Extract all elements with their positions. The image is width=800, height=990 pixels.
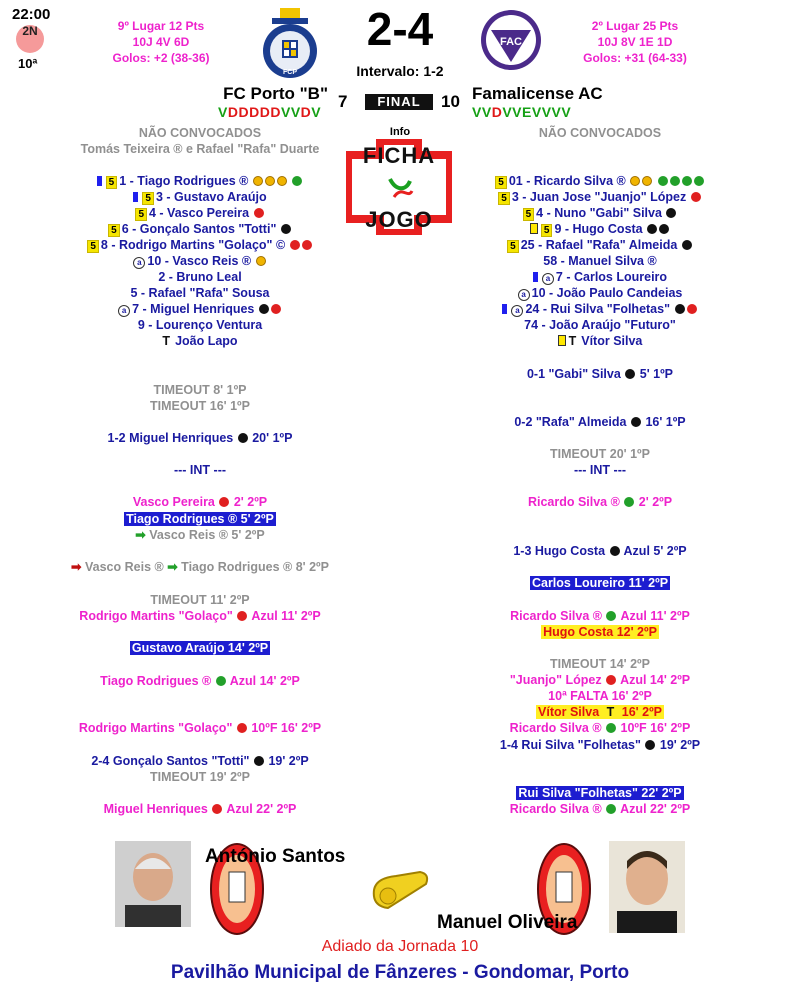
away-player-name: 9 - Hugo Costa	[554, 222, 643, 236]
red-l-icon	[212, 804, 222, 814]
captain-a-icon: a	[118, 305, 130, 317]
event-time: Azul 11' 2ºP	[251, 609, 321, 623]
home-event-card	[0, 640, 400, 656]
away-player-name: 01 - Ricardo Silva ®	[508, 174, 626, 188]
home-player-name: 10 - Vasco Reis ®	[147, 254, 252, 268]
away-form-8: V	[541, 104, 552, 120]
home-form-4: D	[249, 104, 260, 120]
home-event-foul	[0, 673, 400, 689]
away-event-foul	[400, 608, 800, 624]
green-l-icon	[606, 611, 616, 621]
event-time: 19' 2ºP	[659, 738, 701, 752]
five-badge-icon: 5	[495, 176, 507, 189]
home-player-row[interactable]	[0, 237, 400, 253]
svg-text:FCP: FCP	[283, 69, 297, 76]
home-event-sub	[0, 559, 400, 575]
away-player-name: 3 - Juan Jose "Juanjo" López	[511, 190, 687, 204]
event-text: 2-4 Gonçalo Santos "Totti"	[91, 754, 250, 768]
away-form-7: V	[531, 104, 542, 120]
event-text: 1-3 Hugo Costa	[513, 544, 606, 558]
event-time: Azul 22' 2ºP	[620, 802, 691, 816]
event-text: Tiago Rodrigues ® 5' 2ºP	[126, 512, 274, 526]
goal-black-icon	[254, 756, 264, 766]
home-form-9: D	[300, 104, 312, 120]
away-event-foul	[400, 720, 800, 736]
home-player-row[interactable]	[0, 205, 400, 221]
home-player-row[interactable]	[0, 189, 400, 205]
goal-ball-icon	[642, 176, 652, 186]
green-p-icon	[658, 176, 668, 186]
goal-ball-icon	[277, 176, 287, 186]
home-event-foul	[0, 494, 400, 510]
home-player-row[interactable]	[0, 285, 400, 301]
away-event-goal	[400, 414, 800, 430]
home-event-timeout: TIMEOUT 8' 1ºP	[153, 383, 247, 397]
red-l-icon	[691, 192, 701, 202]
whistle-icon	[366, 866, 436, 912]
home-coach-row[interactable]	[0, 333, 400, 349]
away-player-name: 74 - João Araújo "Futuro"	[524, 318, 676, 332]
home-not-called-list: Tomás Teixeira ® e Rafael "Rafa" Duarte	[80, 142, 320, 156]
home-event-sub	[0, 527, 400, 543]
home-form-7: V	[280, 104, 291, 120]
event-text: Ricardo Silva ®	[527, 495, 620, 509]
home-goals-stat: Golos: +2 (38-36)	[112, 51, 210, 65]
home-form-10: V	[311, 104, 322, 120]
referee-2-name[interactable]: Manuel Oliveira	[437, 912, 578, 933]
home-form-3: D	[238, 104, 250, 120]
home-crest-icon[interactable]	[258, 6, 322, 80]
red-l-icon	[237, 611, 247, 621]
goal-black-icon	[631, 417, 641, 427]
away-event-card	[400, 785, 800, 801]
green-l-icon	[216, 676, 226, 686]
event-time: 5' 1ºP	[639, 367, 674, 381]
away-event-foul	[400, 672, 800, 688]
event-text: Carlos Loureiro 11' 2ºP	[531, 576, 669, 590]
event-text: Tiago Rodrigues ® 8' 2ºP	[181, 560, 329, 574]
away-event-foul	[400, 801, 800, 817]
home-player-row[interactable]	[0, 317, 400, 333]
event-text: 0-2 "Rafa" Almeida	[514, 415, 627, 429]
event-time: 10ºF 16' 2ºP	[251, 721, 322, 735]
goal-ball-icon	[253, 176, 263, 186]
away-form-6: E	[522, 104, 532, 120]
away-stats	[560, 18, 710, 66]
away-form	[472, 104, 571, 120]
event-text: Ricardo Silva ®	[509, 721, 602, 735]
home-player-row[interactable]	[0, 221, 400, 237]
event-time: 19' 2ºP	[268, 754, 309, 768]
away-event-timeout: TIMEOUT 14' 2ºP	[550, 657, 650, 671]
home-player-name: 9 - Lourenço Ventura	[137, 318, 263, 332]
coach-t-icon: T	[162, 334, 171, 348]
halftime-score: Intervalo: 1-2	[356, 63, 444, 79]
event-text: "Juanjo" López	[509, 673, 602, 687]
event-text: Vítor Silva	[538, 705, 600, 719]
home-coach-name: João Lapo	[175, 334, 238, 348]
round-badge-label: 2N	[22, 24, 38, 38]
event-text: Miguel Henriques	[103, 802, 208, 816]
home-total-goals: 7	[338, 92, 348, 111]
goal-black-icon	[259, 304, 269, 314]
away-form-1: V	[472, 104, 482, 120]
referee-2-photo[interactable]	[609, 841, 685, 933]
venue-name[interactable]: Pavilhão Municipal de Fânzeres - Gondomar, Porto	[170, 962, 630, 983]
away-player-name: 25 - Rafael "Rafa" Almeida	[520, 238, 678, 252]
home-player-name: 8 - Rodrigo Martins "Golaço" ©	[100, 238, 286, 252]
match-time: 22:00	[12, 6, 51, 23]
away-form-9: V	[551, 104, 562, 120]
away-player-row[interactable]	[400, 301, 800, 317]
home-player-name: 2 - Bruno Leal	[158, 270, 242, 284]
five-badge-icon: 5	[135, 208, 147, 221]
home-form-8: V	[290, 104, 301, 120]
goal-ball-icon	[630, 176, 640, 186]
green-p-icon	[624, 497, 634, 507]
away-event-foul	[400, 494, 800, 510]
event-time: 2' 2ºP	[233, 495, 268, 509]
event-time: 16' 2ºP	[621, 705, 662, 719]
red-p-icon	[254, 208, 264, 218]
home-event-foul	[0, 720, 400, 736]
event-time: Azul 11' 2ºP	[620, 609, 690, 623]
captain-a-icon: a	[133, 257, 145, 269]
away-form-10: V	[561, 104, 572, 120]
captain-a-icon: a	[511, 305, 523, 317]
event-text: Hugo Costa 12' 2ºP	[543, 625, 657, 639]
red-p-icon	[219, 497, 229, 507]
away-coach-name: Vítor Silva	[581, 334, 643, 348]
five-badge-icon: 5	[523, 208, 535, 221]
away-player-row[interactable]	[400, 269, 800, 285]
green-l-icon	[670, 176, 680, 186]
goal-black-icon	[647, 224, 657, 234]
coach-t-icon: T	[568, 334, 577, 348]
away-event-goal	[400, 737, 800, 753]
five-badge-icon: 5	[106, 176, 118, 189]
starter-marker-icon	[502, 304, 507, 314]
final-score: 2-4	[366, 3, 434, 55]
goal-ball-icon	[265, 176, 275, 186]
home-event-goal	[0, 753, 400, 769]
ficha-bottom-text: JOGO	[365, 207, 433, 232]
info-label[interactable]: Info	[389, 126, 411, 138]
round-badge	[16, 25, 44, 53]
goal-black-icon	[682, 240, 692, 250]
referee-1-name[interactable]: António Santos	[205, 846, 346, 867]
goal-black-icon	[238, 433, 248, 443]
home-player-row[interactable]	[0, 173, 400, 189]
away-player-name: 58 - Manuel Silva ®	[543, 254, 657, 268]
away-coach-row[interactable]	[400, 333, 800, 349]
event-time: 2' 2ºP	[638, 495, 673, 509]
away-form-3: D	[491, 104, 503, 120]
home-event-goal	[0, 430, 400, 446]
five-badge-icon: 5	[142, 192, 154, 205]
away-record: 10J 8V 1E 1D	[597, 35, 673, 49]
away-form-2: V	[481, 104, 492, 120]
away-event-timeout: TIMEOUT 20' 1ºP	[550, 447, 650, 461]
away-event-card	[400, 575, 800, 591]
away-event-card	[400, 704, 800, 720]
away-team-name[interactable]: Famalicense AC	[472, 84, 603, 103]
event-text: 1-2 Miguel Henriques	[107, 431, 234, 445]
home-player-name: 1 - Tiago Rodrigues ®	[119, 174, 249, 188]
green-l-icon	[694, 176, 704, 186]
red-l-icon	[302, 240, 312, 250]
yellow-card-icon	[558, 335, 566, 346]
home-form-1: V	[218, 104, 228, 120]
ficha-top-text: FICHA	[362, 143, 436, 168]
away-not-called-title: NÃO CONVOCADOS	[538, 126, 662, 140]
home-event-timeout: TIMEOUT 11' 2ºP	[150, 593, 250, 607]
event-time: Azul 5' 2ºP	[623, 544, 687, 558]
goal-black-icon	[675, 304, 685, 314]
home-form-6: D	[270, 104, 281, 120]
home-event-timeout: TIMEOUT 19' 2ºP	[150, 770, 250, 784]
home-player-name: 5 - Rafael "Rafa" Sousa	[130, 286, 270, 300]
five-badge-icon: 5	[87, 240, 99, 253]
goal-black-icon	[666, 208, 676, 218]
event-text: 1-4 Rui Silva "Folhetas"	[499, 738, 641, 752]
starter-marker-icon	[97, 176, 102, 186]
home-player-row[interactable]	[0, 269, 400, 285]
home-player-name: 3 - Gustavo Araújo	[155, 190, 267, 204]
match-status: FINAL	[365, 94, 433, 110]
home-player-name: 7 - Miguel Henriques	[132, 302, 255, 316]
event-time: 20' 1ºP	[252, 431, 293, 445]
away-total-goals: 10	[441, 92, 460, 111]
five-badge-icon: 5	[541, 224, 553, 237]
green-l-icon	[606, 723, 616, 733]
home-form-2: D	[227, 104, 239, 120]
five-badge-icon: 5	[498, 192, 510, 205]
green-l-icon	[292, 176, 302, 186]
away-player-row[interactable]	[400, 285, 800, 301]
away-player-row[interactable]	[400, 221, 800, 237]
event-time: Azul 14' 2ºP	[620, 673, 691, 687]
red-l-icon	[606, 675, 616, 685]
event-text: Tiago Rodrigues ®	[100, 674, 212, 688]
event-text: Vasco Reis ® 5' 2ºP	[149, 528, 265, 542]
sub-in-arrow-icon: ➡	[135, 528, 146, 542]
away-crest-icon[interactable]	[479, 8, 543, 72]
home-event-int: --- INT ---	[173, 463, 227, 477]
event-text: Rodrigo Martins "Golaço"	[79, 609, 233, 623]
green-l-icon	[606, 804, 616, 814]
event-time: 10ºF 16' 2ºP	[620, 721, 691, 735]
away-form-4: V	[502, 104, 513, 120]
away-player-row[interactable]	[400, 189, 800, 205]
five-badge-icon: 5	[108, 224, 120, 237]
starter-marker-icon	[533, 272, 538, 282]
home-record: 10J 4V 6D	[132, 35, 190, 49]
home-event-foul	[0, 801, 400, 817]
postponed-note: Adiado da Jornada 10	[321, 938, 479, 955]
away-player-row[interactable]	[400, 317, 800, 333]
home-player-name: 4 - Vasco Pereira	[149, 206, 250, 220]
away-player-row[interactable]	[400, 205, 800, 221]
home-player-name: 6 - Gonçalo Santos "Totti"	[121, 222, 277, 236]
home-event-foul	[0, 608, 400, 624]
red-l-icon	[290, 240, 300, 250]
home-event-card	[0, 511, 400, 527]
round-number: 10ª	[18, 56, 38, 71]
yellow-card-icon	[530, 223, 538, 234]
captain-a-icon: a	[518, 289, 530, 301]
away-event-goal	[400, 366, 800, 382]
coach-t-icon: T	[606, 705, 615, 719]
sub-in-arrow-icon: ➡	[167, 560, 178, 574]
away-player-name: 24 - Rui Silva "Folhetas"	[525, 302, 671, 316]
green-l-icon	[682, 176, 692, 186]
captain-a-icon: a	[542, 273, 554, 285]
event-text: Gustavo Araújo 14' 2ºP	[131, 641, 269, 655]
away-event-foul-count: 10ª FALTA 16' 2ºP	[548, 689, 652, 703]
sub-out-arrow-icon: ➡	[71, 560, 82, 574]
goal-black-icon	[625, 369, 635, 379]
event-time: 16' 1ºP	[645, 415, 686, 429]
red-l-icon	[687, 304, 697, 314]
away-event-goal	[400, 543, 800, 559]
away-player-row[interactable]	[400, 253, 800, 269]
event-time: Azul 14' 2ºP	[229, 674, 300, 688]
away-form-5: V	[512, 104, 522, 120]
five-badge-icon: 5	[507, 240, 519, 253]
p-black-icon	[659, 224, 669, 234]
away-player-name: 4 - Nuno "Gabi" Silva	[536, 206, 662, 220]
away-rank: 2º Lugar 25 Pts	[591, 19, 679, 33]
home-team-name[interactable]: FC Porto "B"	[223, 84, 328, 103]
home-stats	[86, 18, 236, 66]
event-text: Ricardo Silva ®	[509, 802, 602, 816]
red-l-icon	[237, 723, 247, 733]
away-event-int: --- INT ---	[573, 463, 627, 477]
starter-marker-icon	[133, 192, 138, 202]
event-text: Rodrigo Martins "Golaço"	[78, 721, 233, 735]
home-form	[218, 104, 321, 120]
referee-1-photo[interactable]	[115, 841, 191, 927]
event-text: Ricardo Silva ®	[510, 609, 602, 623]
home-form-5: D	[259, 104, 271, 120]
p-gold-icon	[256, 256, 266, 266]
event-text: 0-1 "Gabi" Silva	[526, 367, 621, 381]
event-text: Vasco Pereira	[132, 495, 215, 509]
away-goals-stat: Golos: +31 (64-33)	[583, 51, 687, 65]
home-player-row[interactable]	[0, 301, 400, 317]
home-player-row[interactable]	[0, 253, 400, 269]
goal-black-icon	[281, 224, 291, 234]
away-player-row[interactable]	[400, 237, 800, 253]
p-black-icon	[610, 546, 620, 556]
event-time: Azul 22' 2ºP	[226, 802, 297, 816]
home-rank: 9º Lugar 12 Pts	[117, 19, 205, 33]
away-player-name: 10 - João Paulo Candeias	[531, 286, 683, 300]
away-player-row[interactable]	[400, 173, 800, 189]
red-l-icon	[271, 304, 281, 314]
goal-black-icon	[645, 740, 655, 750]
away-event-card	[400, 624, 800, 640]
home-event-timeout: TIMEOUT 16' 1ºP	[150, 399, 250, 413]
svg-text:FAC: FAC	[500, 36, 522, 48]
event-text: Vasco Reis ®	[85, 560, 164, 574]
home-not-called-title: NÃO CONVOCADOS	[138, 126, 262, 140]
event-text: Rui Silva "Folhetas" 22' 2ºP	[518, 786, 682, 800]
away-player-name: 7 - Carlos Loureiro	[555, 270, 668, 284]
